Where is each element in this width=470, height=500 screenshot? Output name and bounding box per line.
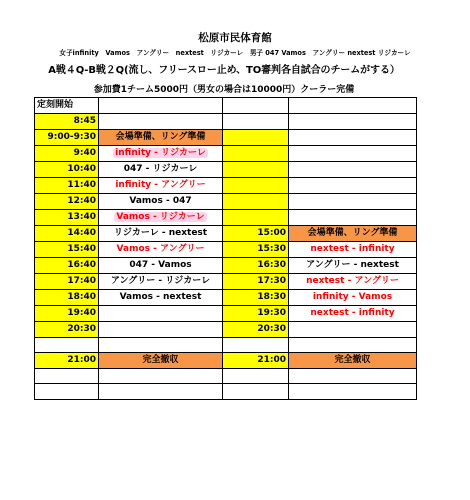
match-cell-a: infinity - アングリー [99,178,223,194]
venue-title: 松原市民体育館 [198,32,272,44]
time-cell-a: 9:40 [35,146,99,162]
time-cell-a: 20:30 [35,322,99,338]
schedule-row [35,114,417,130]
time-cell-b [223,194,289,210]
match-cell-a [99,306,223,322]
match-cell-b [289,130,417,146]
schedule-row [35,274,417,290]
schedule-row [35,258,417,274]
time-cell-a: 15:40 [35,242,99,258]
schedule-row [35,226,417,242]
time-cell-b: 20:30 [223,322,289,338]
header-blank-b [223,98,289,114]
schedule-row [35,162,417,178]
time-cell-a [35,384,99,399]
time-cell-a: 18:40 [35,290,99,306]
time-cell-b [223,369,289,384]
schedule-row [35,384,417,399]
match-cell-b [289,162,417,178]
match-cell-b [289,194,417,210]
time-cell-a: 14:40 [35,226,99,242]
match-cell-a: アングリー - リジカーレ [99,274,223,290]
time-cell-a [35,338,99,353]
match-cell-a [99,210,223,226]
time-cell-b: 21:00 [223,353,289,369]
schedule-header-row [35,98,417,114]
time-cell-b [223,210,289,226]
match-cell-a: 完全撤収 [99,353,223,369]
match-cell-b: 完全撤収 [289,353,417,369]
match-cell-a [99,114,223,130]
match-cell-b: nextest - アングリー [289,274,417,290]
time-cell-b [223,162,289,178]
schedule-row [35,130,417,146]
time-cell-b: 15:00 [223,226,289,242]
highlighted-match: Vamos - リジカーレ [116,212,205,222]
match-cell-a: 会場準備、リング準備 [99,130,223,146]
schedule-row [35,178,417,194]
match-cell-b: infinity - Vamos [289,290,417,306]
match-cell-b [289,322,417,338]
match-cell-a [99,146,223,162]
schedule-table [34,97,417,400]
match-cell-a [99,338,223,353]
match-cell-a: リジカーレ - nextest [99,226,223,242]
match-cell-a: Vamos - nextest [99,290,223,306]
time-cell-b [223,114,289,130]
header-blank-c [289,98,417,114]
teams-line: 女子infinity Vamos アングリー nextest リジカーレ 男子 047 Vamos アングリー nextest リジカーレ [59,49,411,57]
schedule-row [35,353,417,369]
schedule-row [35,146,417,162]
time-cell-a: 17:40 [35,274,99,290]
match-cell-b [289,338,417,353]
match-cell-a [99,384,223,399]
time-cell-b: 16:30 [223,258,289,274]
time-cell-a: 11:40 [35,178,99,194]
time-cell-a: 10:40 [35,162,99,178]
match-cell-a: 047 - Vamos [99,258,223,274]
match-cell-b [289,384,417,399]
match-cell-b [289,210,417,226]
match-cell-b: nextest - infinity [289,306,417,322]
start-label: 定刻開始 [35,98,99,114]
match-cell-b [289,146,417,162]
schedule-row [35,322,417,338]
time-cell-a [35,369,99,384]
time-cell-b [223,146,289,162]
rules-line: A戦４Q-B戦２Q(流し、フリースロー止め、TO審判各自試合のチームがする） [48,65,400,76]
fee-line: 参加費1チーム5000円（男女の場合は10000円）クーラー完備 [93,85,355,95]
schedule-row [35,242,417,258]
time-cell-b: 18:30 [223,290,289,306]
match-cell-b: アングリー - nextest [289,258,417,274]
match-cell-b [289,178,417,194]
time-cell-a: 19:40 [35,306,99,322]
time-cell-a: 8:45 [35,114,99,130]
match-cell-a: Vamos - 047 [99,194,223,210]
time-cell-b: 15:30 [223,242,289,258]
schedule-row [35,306,417,322]
header-blank-a [99,98,223,114]
time-cell-b [223,178,289,194]
match-cell-b [289,114,417,130]
match-cell-a [99,369,223,384]
time-cell-b [223,384,289,399]
schedule-row [35,210,417,226]
time-cell-b: 19:30 [223,306,289,322]
match-cell-a [99,322,223,338]
time-cell-a: 12:40 [35,194,99,210]
match-cell-a: Vamos - アングリー [99,242,223,258]
time-cell-a: 16:40 [35,258,99,274]
schedule-row [35,338,417,353]
match-cell-b: nextest - infinity [289,242,417,258]
match-cell-a: 047 - リジカーレ [99,162,223,178]
time-cell-b [223,338,289,353]
match-cell-b [289,369,417,384]
schedule-row [35,369,417,384]
time-cell-b [223,130,289,146]
highlighted-match: infinity - リジカーレ [115,148,206,158]
time-cell-a: 9:00-9:30 [35,130,99,146]
schedule-body [35,98,417,400]
schedule-row [35,194,417,210]
match-cell-b: 会場準備、リング準備 [289,226,417,242]
time-cell-a: 21:00 [35,353,99,369]
schedule-row [35,290,417,306]
time-cell-b: 17:30 [223,274,289,290]
time-cell-a: 13:40 [35,210,99,226]
